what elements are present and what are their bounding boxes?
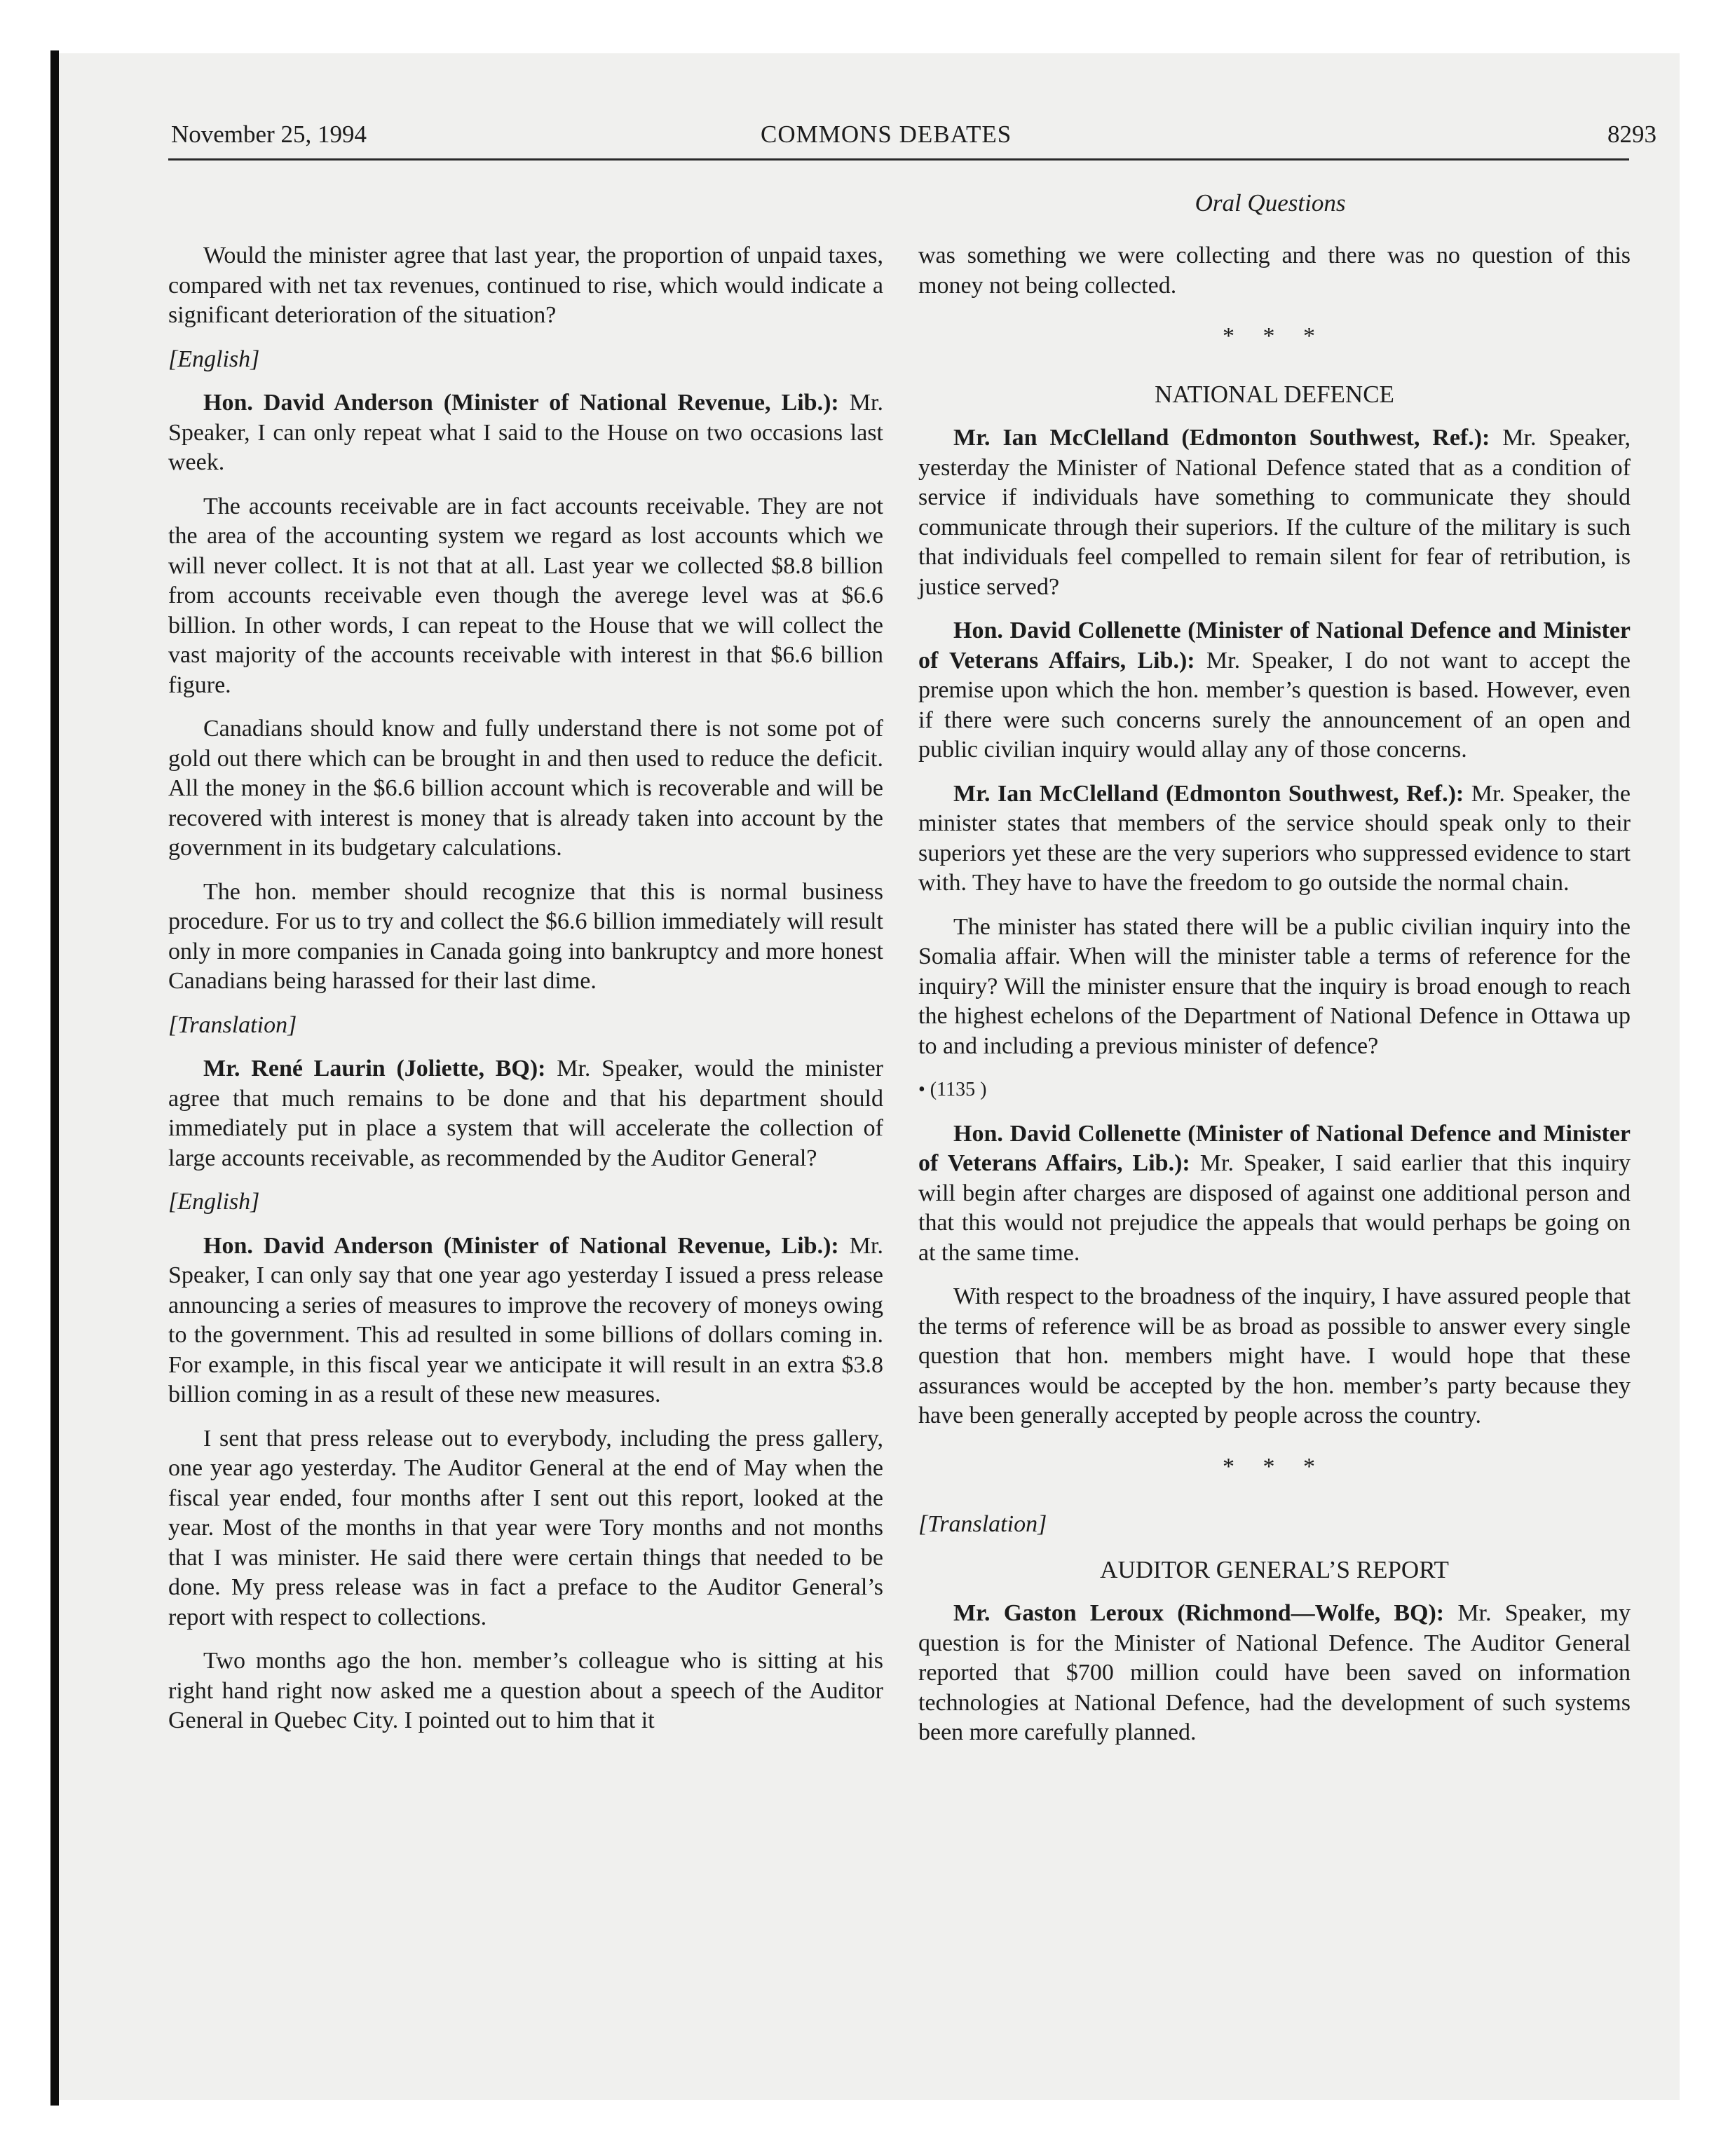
speaker-name: Mr. Ian McClelland (Edmonton Southwest, Ref.): bbox=[953, 780, 1464, 807]
speaker-name: Hon. David Collenette (Minister of National Defence and Minister of Veterans Affairs, Lib.): bbox=[918, 1120, 1631, 1176]
right-column bbox=[918, 241, 1631, 1762]
speaker-name: Hon. David Anderson (Minister of National Revenue, Lib.): bbox=[203, 1232, 839, 1259]
language-tag: [Translation] bbox=[168, 1011, 297, 1038]
header-page-number: 8293 bbox=[1607, 121, 1656, 148]
paragraph: I sent that press release out to everybody, including the press gallery, one year ago yesterday. The Auditor General at the end of May when the fiscal year ended, four months after I sent out this report, looked at the year. Most of the months in that year were Tory months and not months that I was minister. He said there were certain things that needed to be done. My press release was in fact a preface to the Auditor General’s report with respect to collections. bbox=[168, 1425, 883, 1630]
speaker-name: Mr. Gaston Leroux (Richmond—Wolfe, BQ): bbox=[953, 1600, 1445, 1626]
header-rule bbox=[168, 158, 1629, 161]
language-tag: [Translation] bbox=[918, 1511, 1047, 1537]
speech bbox=[918, 779, 1631, 899]
speaker-name: Hon. David Collenette (Minister of National Defence and Minister of Veterans Affairs, Lib.): bbox=[918, 618, 1631, 674]
speech bbox=[918, 423, 1631, 602]
paragraph: With respect to the broadness of the inquiry, I have assured people that the terms of reference will be as broad as possible to answer every single question that hon. members might have. I would hope that these assurances would be accepted by the hon. member’s party because they have been generally accepted by people across the country. bbox=[918, 1283, 1631, 1428]
header-title: COMMONS DEBATES bbox=[761, 121, 1012, 148]
paragraph: The minister has stated there will be a public civilian inquiry into the Somalia affair. When will the minister table a terms of reference for the inquiry? Will the minister ensure that the inquiry is broad enough to reach the highest echelons of the Department of National Defence in Ottawa up to and including a previous minister of defence? bbox=[918, 913, 1631, 1059]
speech-text: Mr. Speaker, the minister states that members of the service should speak only to their superiors yet these are the very superiors who suppressed evidence to start with. They have to have the freedom to go outside the normal chain. bbox=[918, 780, 1631, 896]
section-heading: AUDITOR GENERAL’S REPORT bbox=[1100, 1555, 1449, 1583]
speech bbox=[168, 1054, 883, 1173]
paragraph: Two months ago the hon. member’s colleague who is sitting at his right hand right now asked me a question about a speech of the Auditor General in Quebec City. I pointed out to him that it bbox=[168, 1648, 883, 1733]
speech-text: Mr. Speaker, I do not want to accept the premise upon which the hon. member’s question is based. However, even if there were such concerns surely the announcement of an open and public civilian inquiry would allay any of those concerns. bbox=[918, 647, 1631, 763]
paragraph: Canadians should know and fully understand there is not some pot of gold out there which can be brought in and then used to reduce the deficit. All the money in the $6.6 billion account which is recoverable and will be recovered with interest is money that is already taken into account by the government in its budgetary calculations. bbox=[168, 716, 883, 861]
speech-text: Mr. Speaker, my question is for the Minister of National Defence. The Auditor General reported that $700 million could have been saved on information technologies at National Defence, had the development of such systems been more carefully planned. bbox=[918, 1600, 1631, 1745]
speaker-name: Mr. René Laurin (Joliette, BQ): bbox=[203, 1056, 546, 1082]
paragraph: The hon. member should recognize that this is normal business procedure. For us to try and collect the $6.6 billion immediately will result only in more companies in Canada going into bankruptcy and more honest Canadians being harassed for their last dime. bbox=[168, 878, 883, 994]
speech bbox=[168, 1231, 883, 1410]
binding-edge bbox=[50, 50, 59, 2106]
left-column bbox=[168, 241, 883, 1750]
speech bbox=[918, 1119, 1631, 1269]
section-separator: * * * bbox=[1223, 1453, 1326, 1480]
language-tag: [English] bbox=[168, 346, 260, 372]
speech-text: Mr. Speaker, I can only say that one year ago yesterday I issued a press release announcing a series of measures to improve the recovery of moneys owing to the government. This ad resulted in some billions of dollars coming in. For example, in this fiscal year we anticipate it will result in an extra $3.8 billion coming in as a result of these new measures. bbox=[168, 1232, 883, 1407]
speech-text: Mr. Speaker, I can only repeat what I said to the House on two occasions last week. bbox=[168, 390, 883, 475]
language-tag: [English] bbox=[168, 1189, 260, 1215]
speaker-name: Hon. David Anderson (Minister of National Revenue, Lib.): bbox=[203, 390, 839, 416]
time-marker: • (1135 ) bbox=[918, 1079, 987, 1100]
speech bbox=[918, 1599, 1631, 1748]
paragraph: was something we were collecting and there was no question of this money not being collected. bbox=[918, 243, 1631, 299]
header-date: November 25, 1994 bbox=[171, 121, 367, 148]
speech-text: Mr. Speaker, I said earlier that this inquiry will begin after charges are disposed of against one additional person and that this would not prejudice the appeals that would perhaps be going on at the same time. bbox=[918, 1150, 1631, 1266]
speech-text: Mr. Speaker, yesterday the Minister of National Defence stated that as a condition of service if individuals have something to communicate they should communicate through their superiors. If the culture of the military is such that individuals feel compelled to remain silent for fear of retribution, is justice served? bbox=[918, 425, 1631, 600]
speaker-name: Mr. Ian McClelland (Edmonton Southwest, Ref.): bbox=[953, 425, 1490, 451]
section-separator: * * * bbox=[1223, 323, 1326, 349]
running-head: Oral Questions bbox=[1195, 189, 1346, 217]
speech bbox=[918, 616, 1631, 765]
paragraph: Would the minister agree that last year, the proportion of unpaid taxes, compared with net tax revenues, continued to rise, which would indicate a significant deterioration of the situation? bbox=[168, 243, 883, 328]
speech-text: Mr. Speaker, would the minister agree that much remains to be done and that his department should immediately put in place a system that will accelerate the collection of large accounts receivable, as recommended by the Auditor General? bbox=[168, 1056, 883, 1171]
paragraph: The accounts receivable are in fact accounts receivable. They are not the area of the accounting system we regard as lost accounts which we will never collect. It is not that at all. Last year we collected $8.8 billion from accounts receivable even though the averege level was at $6.6 billion. In other words, I can repeat to the House that we will collect the vast majority of the accounts receivable with interest in that $6.6 billion figure. bbox=[168, 493, 883, 698]
speech bbox=[168, 388, 883, 478]
section-heading: NATIONAL DEFENCE bbox=[1155, 380, 1394, 408]
